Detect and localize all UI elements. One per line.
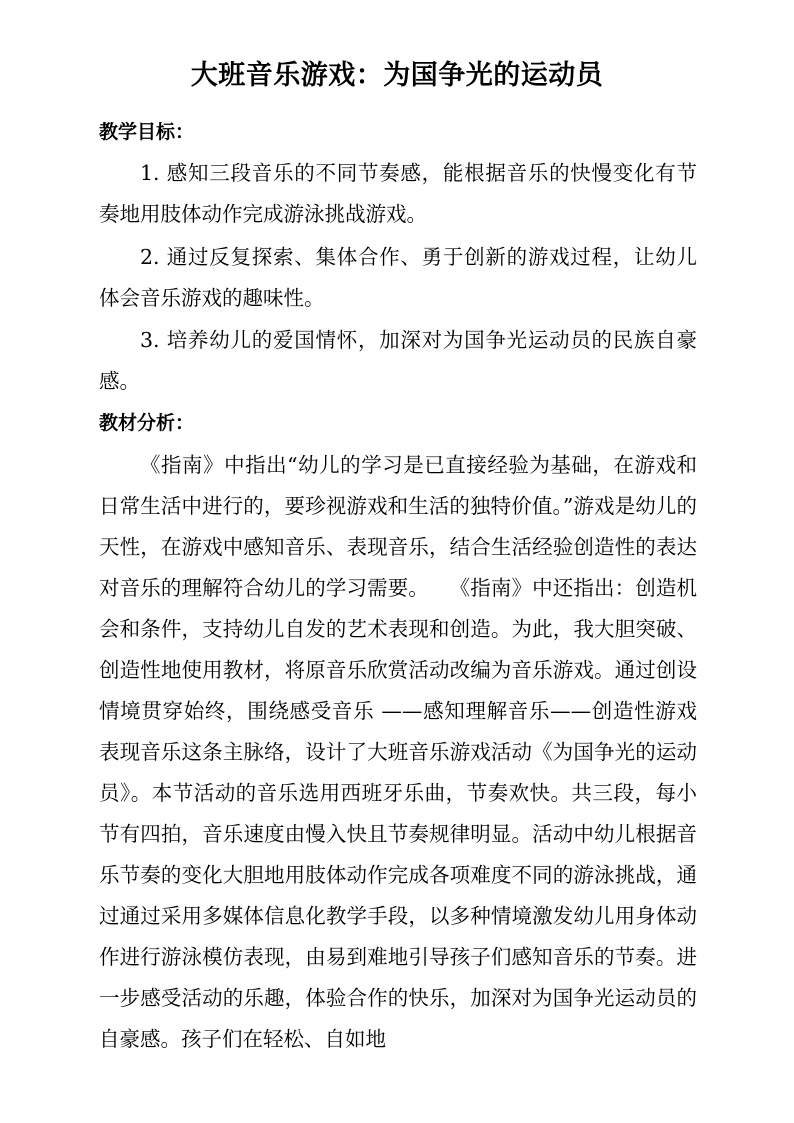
section-heading-analysis: 教材分析： [99, 412, 195, 434]
goal-item-1: 1. 感知三段音乐的不同节奏感，能根据音乐的快慢变化有节奏地用肢体动作完成游泳挑战游戏。 [99, 161, 697, 226]
section-heading-goals: 教学目标： [99, 121, 195, 143]
document-title: 大班音乐游戏：为国争光的运动员 [190, 60, 604, 91]
goal-item-3: 3. 培养幼儿的爱国情怀，加深对为国争光运动员的民族自豪感。 [99, 328, 697, 393]
goal-item-2: 2. 通过反复探索、集体合作、勇于创新的游戏过程，让幼儿体会音乐游戏的趣味性。 [99, 245, 697, 310]
analysis-paragraph: 《指南》中指出“幼儿的学习是已直接经验为基础，在游戏和日常生活中进行的，要珍视游戏和生活的独特价值。”游戏是幼儿的天性，在游戏中感知音乐、表现音乐，结合生活经验创造性的表达对音乐的理解符合幼儿的学习需要。 《指南》中还指出：创造机会和条件，支持幼儿自发的艺术表现和创造。为此，我大胆突破、创造性地使用教材，将原音乐欣赏活动改编为音乐游戏。通过创设情境贯穿始终，围绕感受音乐 ——感知理解音乐——创造性游戏表现音乐这条主脉络，设计了大班音乐游戏活动《为国争光的运动员》。本节活动的音乐选用西班牙乐曲，节奏欢快。共三段，每小节有四拍，音乐速度由慢入快且节奏规律明显。活动中幼儿根据音乐节奏的变化大胆地用肢体动作完成各项难度不同的游泳挑战，通过通过采用多媒体信息化教学手段，以多种情境激发幼儿用身体动作进行游泳模仿表现，由易到难地引导孩子们感知音乐的节奏。进一步感受活动的乐趣，体验合作的快乐，加深对为国争光运动员的自豪感。孩子们在轻松、自如地 [99, 453, 697, 1051]
